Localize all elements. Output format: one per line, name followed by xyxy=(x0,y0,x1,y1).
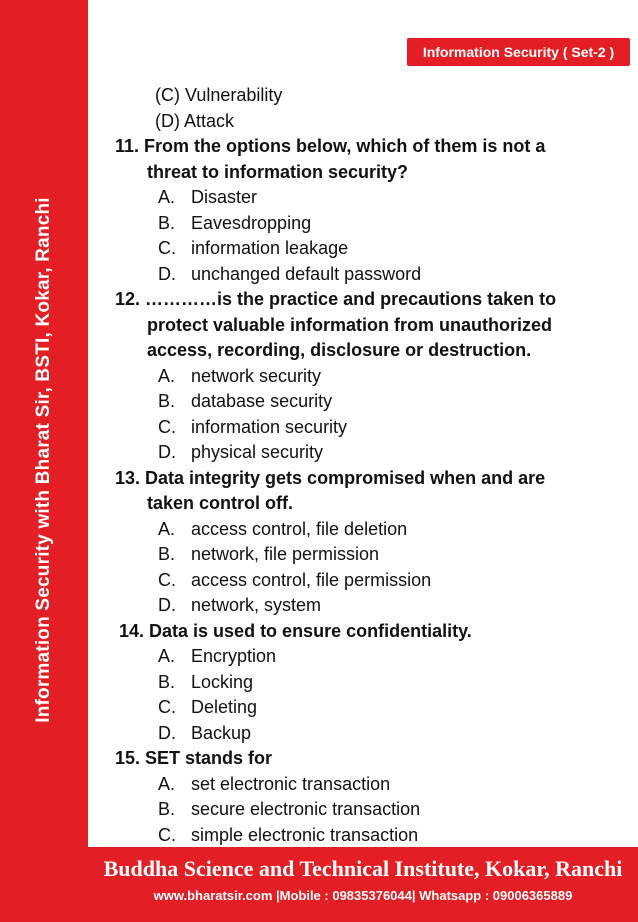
option-letter: A. xyxy=(158,187,176,207)
option-text: simple electronic transaction xyxy=(191,824,419,845)
option-letter: B. xyxy=(158,544,176,564)
option-text: information security xyxy=(191,416,348,437)
option-letter: B. xyxy=(158,799,176,819)
question-text: 12. …………is the practice and precautions taken to xyxy=(115,289,557,309)
option-letter: D. xyxy=(158,722,176,743)
question-text: 11. From the options below, which of them is not a xyxy=(115,136,546,156)
option-line xyxy=(158,543,379,565)
option-line xyxy=(155,110,234,132)
question-continuation xyxy=(147,314,552,336)
option-line xyxy=(158,212,311,234)
option-letter: A. xyxy=(158,646,176,666)
option-letter: B. xyxy=(158,671,176,692)
option-letter: A. xyxy=(158,518,176,539)
question-text: protect valuable information from unauthorized xyxy=(147,314,553,335)
question-continuation xyxy=(147,492,293,514)
option-line xyxy=(158,237,348,259)
option-text: Backup xyxy=(191,722,252,743)
question-text: 14. Data is used to ensure confidentiality. xyxy=(119,620,472,641)
option-line xyxy=(158,569,431,591)
sidebar-title: Information Security with Bharat Sir, BSTI, Kokar, Ranchi xyxy=(33,197,54,723)
option-line xyxy=(158,186,257,208)
option-line xyxy=(158,645,276,667)
option-line xyxy=(158,594,321,616)
option-line xyxy=(158,824,418,846)
option-line xyxy=(158,518,407,540)
option-line xyxy=(158,416,347,438)
question-line xyxy=(115,747,272,769)
option-text: Locking xyxy=(191,671,254,692)
option-text: set electronic transaction xyxy=(191,773,391,794)
option-letter: C. xyxy=(158,697,176,717)
option-letter: C. xyxy=(158,238,176,258)
option-text: unchanged default password xyxy=(191,263,422,284)
option-letter: D. xyxy=(158,263,176,284)
sidebar-banner xyxy=(0,0,88,922)
option-line xyxy=(158,441,323,463)
option-line xyxy=(158,671,253,693)
question-text: threat to information security? xyxy=(147,161,409,182)
option-text: network security xyxy=(191,365,322,386)
option-letter: C. xyxy=(158,824,176,845)
option-letter: A. xyxy=(158,365,176,386)
question-line xyxy=(115,288,556,310)
question-line xyxy=(115,467,545,489)
option-line xyxy=(158,263,421,285)
option-text: network, system xyxy=(191,595,322,615)
option-text: Disaster xyxy=(191,187,258,207)
option-line xyxy=(158,696,257,718)
option-letter: C. xyxy=(158,569,176,590)
option-line xyxy=(158,722,251,744)
question-text: 13. Data integrity gets compromised when and are xyxy=(115,467,546,488)
option-letter: D. xyxy=(158,442,176,462)
option-line xyxy=(155,84,282,106)
question-text: access, recording, disclosure or destruction. xyxy=(147,340,532,360)
option-text: (D) Attack xyxy=(155,110,235,131)
option-text: network, file permission xyxy=(191,544,380,564)
question-continuation xyxy=(147,161,408,183)
option-text: secure electronic transaction xyxy=(191,799,421,819)
option-line xyxy=(158,798,420,820)
option-line xyxy=(158,365,321,387)
option-letter: B. xyxy=(158,212,176,233)
option-letter: B. xyxy=(158,391,176,411)
option-text: Encryption xyxy=(191,646,277,666)
question-text: 15. SET stands for xyxy=(115,748,273,768)
question-line xyxy=(115,135,545,157)
option-letter: A. xyxy=(158,773,176,794)
option-text: physical security xyxy=(191,442,324,462)
option-text: database security xyxy=(191,391,333,411)
option-line xyxy=(158,390,332,412)
option-text: (C) Vulnerability xyxy=(155,85,283,105)
option-text: access control, file permission xyxy=(191,569,432,590)
option-text: access control, file deletion xyxy=(191,518,408,539)
question-text: taken control off. xyxy=(147,493,294,513)
institute-name: Buddha Science and Technical Institute, Kokar, Ranchi xyxy=(103,856,623,881)
question-line xyxy=(119,620,472,642)
question-continuation xyxy=(147,339,531,361)
contact-info: www.bharatsir.com |Mobile : 09835376044| Whatsapp : 09006365889 xyxy=(153,888,573,903)
option-text: information leakage xyxy=(191,238,349,258)
option-letter: C. xyxy=(158,416,176,437)
option-text: Eavesdropping xyxy=(191,212,312,233)
set-badge: Information Security ( Set-2 ) xyxy=(406,37,631,67)
option-letter: D. xyxy=(158,595,176,615)
footer-banner xyxy=(88,847,638,922)
option-text: Deleting xyxy=(191,697,258,717)
option-line xyxy=(158,773,390,795)
